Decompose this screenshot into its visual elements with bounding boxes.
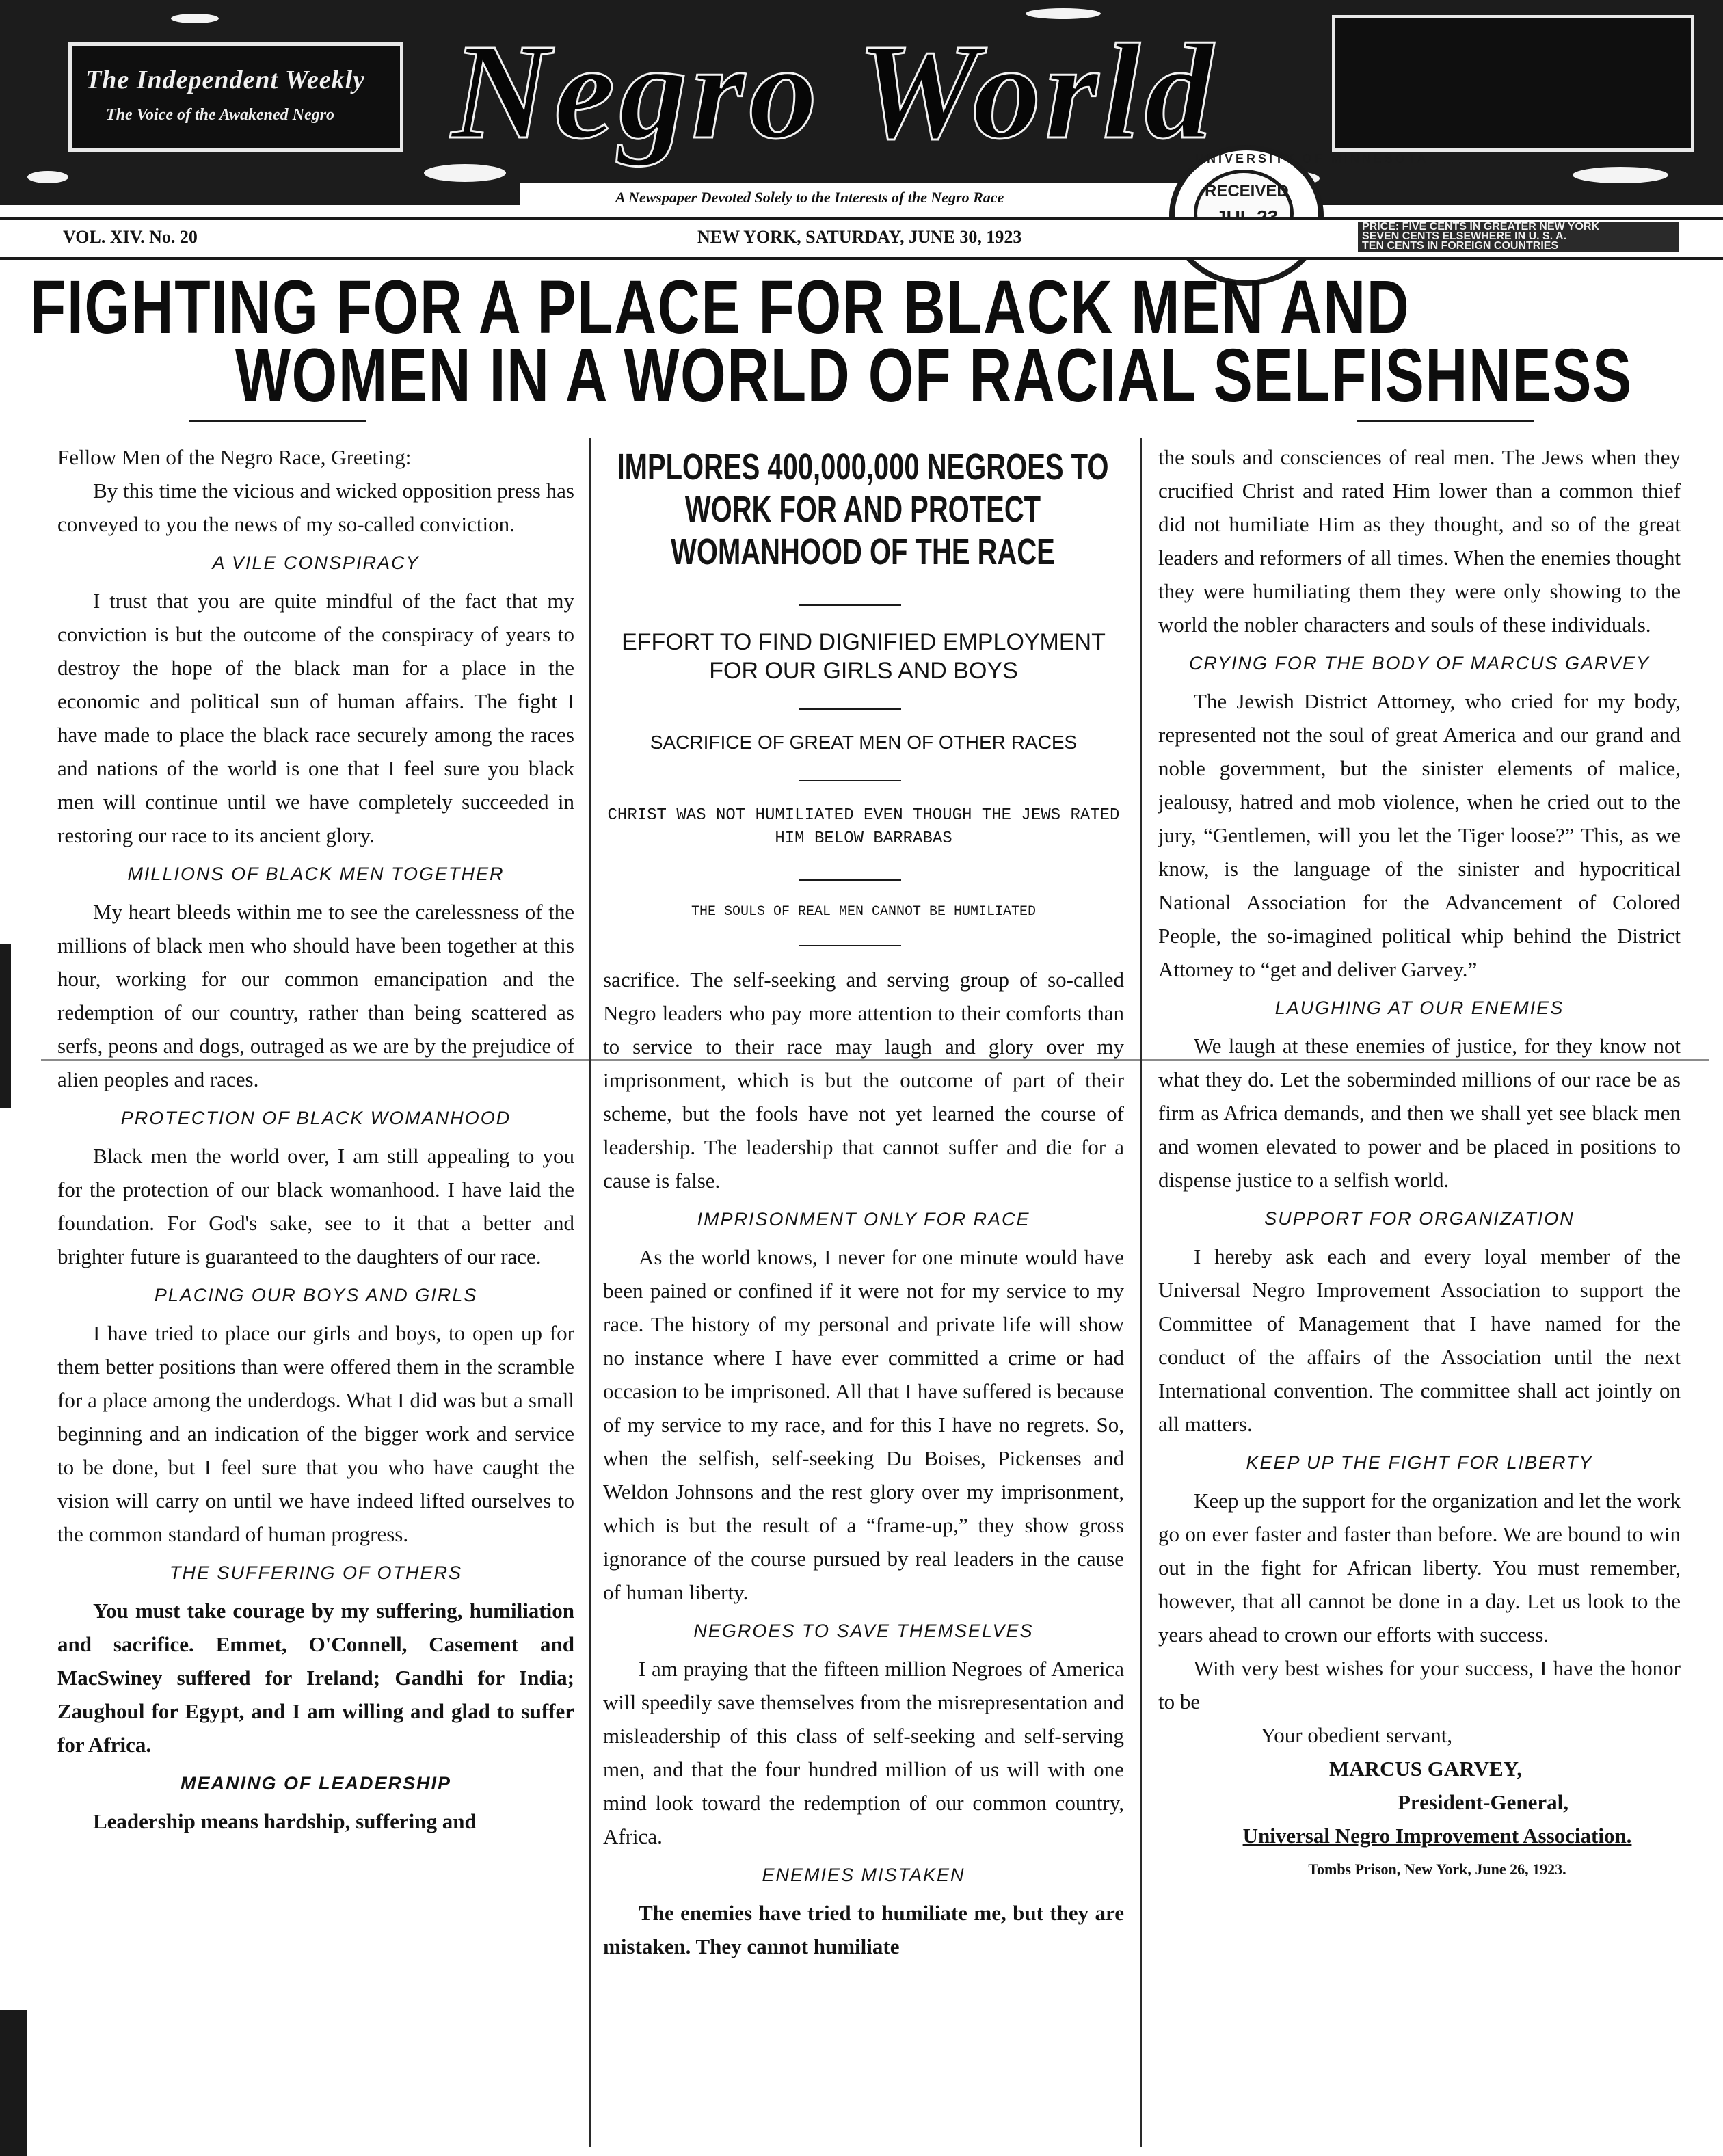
paragraph: As the world knows, I never for one minute would have been pained or confined if it were not for my service to my race. The history of my personal and private life will show no instance where I have ever committed a crime or had occasion to be imprisoned. All that I have suffered is because of my service to my race, and for this I have no regrets. So, when the selfish, self-seeking Du Boises, Pickenses and Weldon Johnsons and the rest glory over my imprisonment, which is but the result of a “frame-up,” they show gross ignorance of the course pursued by real leaders in the cause of human liberty. [603, 1245, 1124, 1604]
deck-rule [799, 879, 901, 881]
price-line: PRICE: FIVE CENTS IN GREATER NEW YORK [1362, 222, 1599, 232]
subhead: SUPPORT FOR ORGANIZATION [1264, 1208, 1575, 1229]
nameplate: Negro World [451, 16, 1217, 168]
subhead: IMPRISONMENT ONLY FOR RACE [697, 1209, 1030, 1229]
subhead: ENEMIES MISTAKEN [762, 1865, 965, 1885]
paragraph: I have tried to place our girls and boys, to open up for them better positions than were offered them in the scramble for a place among the underdogs. What I did was but a small beginning and an indication of the bigger work and service to be done, but I feel sure that you who have caught the vision will carry on until we have indeed lifted ourselves to the common standard of human progress. [57, 1321, 574, 1546]
scan-fold-line [41, 1059, 1709, 1061]
subhead: MILLIONS OF BLACK MEN TOGETHER [127, 864, 505, 884]
article-column-3 [1158, 440, 1681, 1886]
column-rule [1140, 438, 1142, 2147]
article-column-1 [57, 440, 574, 1838]
subhead: PLACING OUR BOYS AND GIRLS [154, 1285, 478, 1305]
deck-rule [799, 780, 901, 781]
salutation: Fellow Men of the Negro Race, Greeting: [57, 445, 412, 469]
paragraph: You must take courage by my suffering, humiliation and sacrifice. Emmet, O'Connell, Casement and MacSwiney suffered for Ireland; Gandhi for India; Zaughoul for Egypt, and I am willing and glad to suffer for Africa. [57, 1599, 574, 1757]
paragraph: By this time the vicious and wicked opposition press has conveyed to you the news of my so-called conviction. [57, 479, 574, 536]
subhead: NEGROES TO SAVE THEMSELVES [693, 1621, 1034, 1641]
deck-main: IMPLORES 400,000,000 NEGROES TO WORK FOR AND PROTECT WOMANHOOD OF THE RACE [617, 447, 1109, 572]
deck-employment: EFFORT TO FIND DIGNIFIED EMPLOYMENT FOR OUR GIRLS AND BOYS [622, 629, 1106, 684]
scan-edge-smudge [0, 2010, 27, 2156]
closing: Your obedient servant, [1261, 1723, 1453, 1747]
masthead-ear-left [68, 42, 403, 152]
stamp-received: RECEIVED [1205, 182, 1289, 200]
price-line: TEN CENTS IN FOREIGN COUNTRIES [1362, 240, 1559, 252]
paragraph: Keep up the support for the organization and let the work go on ever faster and faster than before. We are bound to win out in the fight for African liberty. You must remember, however, that all cannot be done in a day. Let us look to the years ahead to crown our efforts with success. [1158, 1489, 1681, 1647]
paragraph: With very best wishes for your success, I have the honor to be [1158, 1656, 1681, 1714]
headline-rule-right [1357, 420, 1534, 422]
column-rule [589, 438, 591, 2147]
signature-organization: Universal Negro Improvement Association. [1242, 1824, 1632, 1848]
paragraph: the souls and consciences of real men. The Jews when they crucified Christ and rated Him lower than a common thief did not humiliate Him as they thought, and so of the great leaders and reformers of all times. When the enemies thought they were humiliating them they were only showing to the world the nobler characters and souls of these individuals. [1158, 445, 1681, 637]
price-box [1358, 222, 1679, 252]
masthead-ear-right [1332, 15, 1694, 152]
volume-number: VOL. XIV. No. 20 [63, 227, 198, 247]
dateline-bar [0, 217, 1723, 260]
subhead: CRYING FOR THE BODY OF MARCUS GARVEY [1188, 653, 1651, 674]
deck-rule [799, 945, 901, 946]
scan-edge-smudge [0, 944, 11, 1108]
subhead: MEANING OF LEADERSHIP [180, 1773, 452, 1794]
paragraph: The enemies have tried to humiliate me, but they are mistaken. They cannot humiliate [603, 1901, 1124, 1958]
subhead: PROTECTION OF BLACK WOMANHOOD [120, 1108, 511, 1128]
stamp-rim-text: UNIVERSITY OF MINNESOTA [1195, 152, 1429, 165]
article-column-2 [603, 963, 1124, 1963]
signature-title: President-General, [1398, 1790, 1568, 1814]
deck-rule [799, 708, 901, 710]
signature-name: MARCUS GARVEY, [1329, 1757, 1522, 1781]
paragraph: I am praying that the fifteen million Negroes of America will speedily save themselves from the misrepresentation and misleadership of this class of self-seeking and self-serving men, and that the four hundred million of us will with one mind look toward the redemption of our common country, Africa. [603, 1657, 1124, 1848]
paragraph: I trust that you are quite mindful of the fact that my conviction is but the outcome of the conspiracy of years to destroy the hope of the black man for a place in the economic and political sun of human affairs. The fight I have made to place the black race securely among the races and nations of the world is one that I feel sure you black men will continue until we have completely succeeded in restoring our race to its ancient glory. [57, 589, 574, 847]
paragraph: I hereby ask each and every loyal member of the Universal Negro Improvement Association to support the Committee of Management that I have named for the conduct of the affairs of the Association until the next International convention. The committee shall act jointly on all matters. [1158, 1245, 1681, 1436]
issue-date: NEW YORK, SATURDAY, JUNE 30, 1923 [697, 227, 1022, 247]
masthead-motto: A Newspaper Devoted Solely to the Interests of the Negro Race [615, 189, 1004, 205]
deck-sacrifice: SACRIFICE OF GREAT MEN OF OTHER RACES [650, 732, 1078, 753]
headline-line-2: WOMEN IN A WORLD OF RACIAL SELFISHNESS [235, 334, 1633, 418]
subhead: KEEP UP THE FIGHT FOR LIBERTY [1246, 1452, 1593, 1473]
deck-souls: THE SOULS OF REAL MEN CANNOT BE HUMILIATED [691, 904, 1037, 920]
paragraph: sacrifice. The self-seeking and serving group of so-called Negro leaders who pay more attention to their comforts than to service to their race may laugh and glory over my imprisonment, which is but the outcome of part of their scheme, but the fools have not yet learned the course of leadership. The leadership that cannot suffer and die for a cause is false. [603, 968, 1124, 1193]
paragraph: We laugh at these enemies of justice, for they know not what they do. Let the soberminded millions of our race be as firm as Africa demands, and then we shall yet see black men and women elevated to power and be placed in positions to dispense justice to a selfish world. [1158, 1034, 1681, 1192]
masthead [0, 0, 1723, 205]
paragraph: My heart bleeds within me to see the carelessness of the millions of black men who should have been together at this hour, working for our common emancipation and the redemption of our country, rather than being scattered as serfs, peons and dogs, outraged as we are by the prejudice of alien peoples and races. [57, 900, 574, 1091]
headline-rule-left [189, 420, 366, 422]
ear-left-slogan: The Voice of the Awakened Negro [106, 106, 334, 124]
deck-christ: CHRIST WAS NOT HUMILIATED EVEN THOUGH THE JEWS RATED HIM BELOW BARRABAS [607, 806, 1120, 848]
signature-place: Tombs Prison, New York, June 26, 1923. [1308, 1861, 1566, 1878]
paragraph: The Jewish District Attorney, who cried for my body, represented not the soul of great America and our grand and noble government, but the sinister elements of malice, jealousy, hatred and mob violence, when he cried out to the jury, “Gentlemen, will you let the Tiger loose?” This, as we know, is the language of the sinister and hypocritical National Association for the Advancement of Colored People, the so-imagined political whip behind the District Attorney to “get and deliver Garvey.” [1158, 689, 1681, 981]
price-line: SEVEN CENTS ELSEWHERE IN U. S. A. [1362, 230, 1567, 242]
deck-rule [799, 604, 901, 606]
subhead: LAUGHING AT OUR ENEMIES [1274, 998, 1564, 1018]
paragraph: Leadership means hardship, suffering and [93, 1809, 477, 1833]
ear-left-title: The Independent Weekly [85, 66, 365, 94]
subhead: THE SUFFERING OF OTHERS [169, 1562, 463, 1583]
paragraph: Black men the world over, I am still appealing to you for the protection of our black womanhood. I have laid the foundation. For God's sake, see to it that a better and brighter future is guaranteed to the daughters of our race. [57, 1144, 574, 1268]
subhead: A VILE CONSPIRACY [212, 553, 420, 573]
headline-line-1: FIGHTING FOR A PLACE FOR BLACK MEN AND [30, 265, 1411, 349]
